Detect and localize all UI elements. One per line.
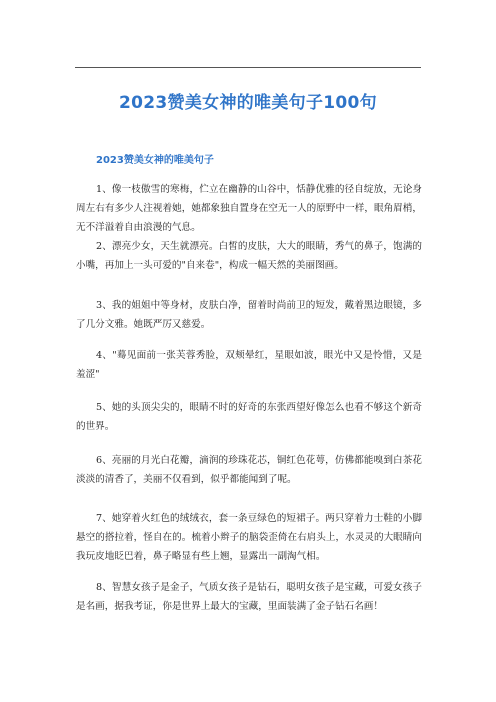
section-heading: 2023赞美女神的唯美句子 xyxy=(96,155,214,166)
paragraph-3: 3、我的姐姐中等身材，皮肤白净，留着时尚前卫的短发，戴着黑边眼镜，多了几分文雅。她既严厉又慈爱。 xyxy=(76,300,422,330)
paragraph-4: 4、"蓦见面前一张芙蓉秀脸，双颊晕红，星眼如波，眼光中又是怜惜，又是羞涩" xyxy=(76,350,422,380)
paragraph-2: 2、漂亮少女，天生就漂亮。白皙的皮肤，大大的眼睛，秀气的鼻子，饱满的小嘴，再加上一头可爱的"自来卷"，构成一幅天然的美丽图画。 xyxy=(76,241,422,271)
paragraph-1: 1、像一枝傲雪的寒梅，伫立在幽静的山谷中，恬静优雅的径自绽放，无论身周左右有多少人注视着她，她都象独自置身在空无一人的原野中一样，眼角眉梢，无不洋溢着自由浪漫的气息。 xyxy=(76,184,422,233)
paragraph-7: 7、她穿着火红色的绒绒衣，套一条豆绿色的短裙子。两只穿着力士鞋的小脚悬空的搭拉着，怪自在的。梳着小辫子的脑袋歪倚在右肩头上，水灵灵的大眼睛向我玩皮地眨巴着，鼻子略显有些上翘，显露出一副淘气相。 xyxy=(76,513,422,562)
paragraph-6: 6、亮丽的月光白花瓣，滴润的珍珠花芯，铜红色花萼，仿佛都能嗅到白茶花淡淡的清香了，美丽不仅看到，似乎都能闻到了呢。 xyxy=(76,455,422,485)
paragraph-8: 8、智慧女孩子是金子，气质女孩子是钻石，聪明女孩子是宝藏，可爱女孩子是名画，据我考证，你是世界上最大的宝藏，里面装满了金子钻石名画！ xyxy=(76,582,422,612)
paragraph-5: 5、她的头顶尖尖的，眼睛不时的好奇的东张西望好像怎么也看不够这个新奇的世界。 xyxy=(76,402,422,432)
document-title: 2023赞美女神的唯美句子100句 xyxy=(119,93,377,113)
header-rule xyxy=(75,67,421,68)
